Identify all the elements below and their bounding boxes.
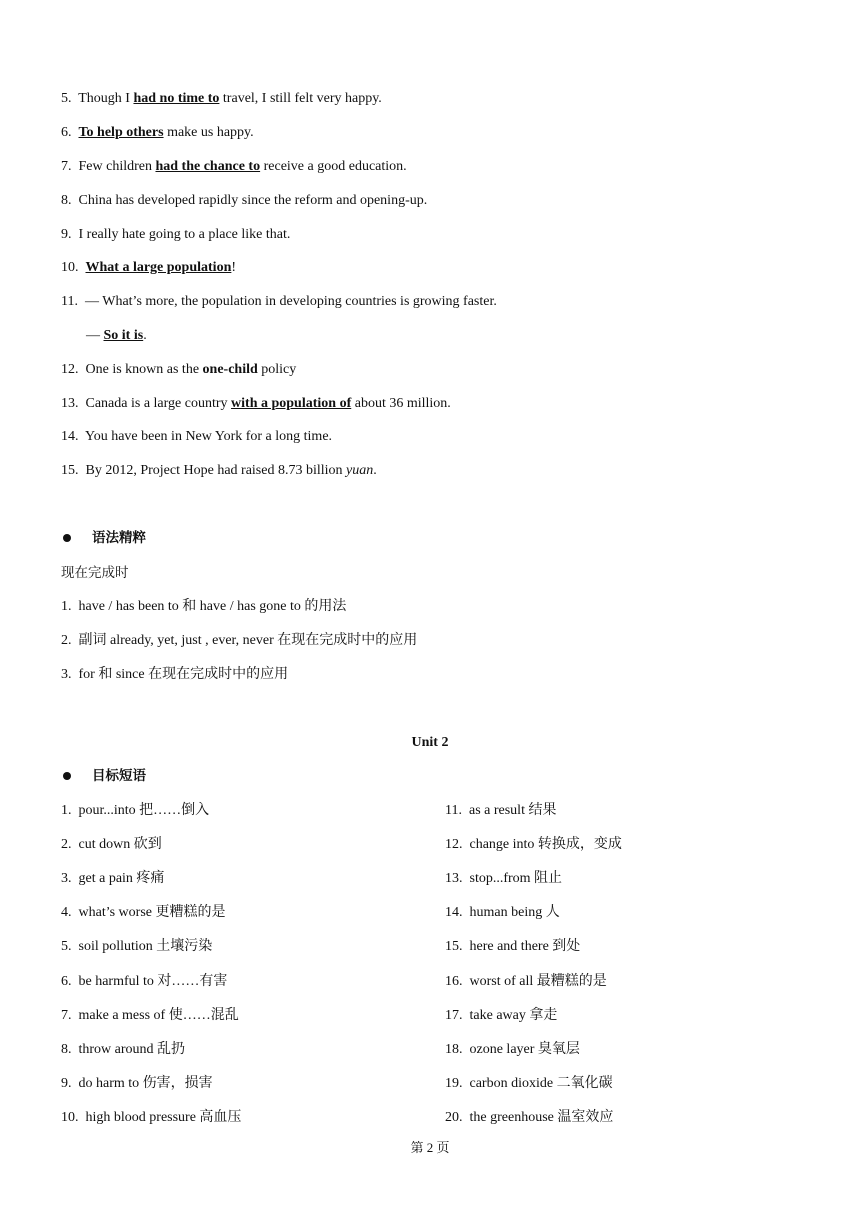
sentence-11-answer: — So it is. <box>86 328 147 343</box>
phrase-item: 19. carbon dioxide 二氧化碳 <box>445 1076 613 1091</box>
grammar-item: 3. for 和 since 在现在完成时中的应用 <box>61 667 289 682</box>
phrase-item: 17. take away 拿走 <box>445 1008 558 1023</box>
sentence-6: 6. To help others make us happy. <box>61 125 254 140</box>
unit-title: Unit 2 <box>411 735 449 750</box>
sentence-9: 9. I really hate going to a place like that. <box>61 227 291 242</box>
phrase-item: 6. be harmful to 对……有害 <box>61 974 228 989</box>
phrase-item: 9. do harm to 伤害，损害 <box>61 1076 213 1091</box>
phrase-item: 7. make a mess of 使……混乱 <box>61 1008 239 1023</box>
phrase-item: 5. soil pollution 土壤污染 <box>61 939 213 954</box>
phrase-item: 10. high blood pressure 高血压 <box>61 1110 242 1125</box>
phrase-item: 13. stop...from 阻止 <box>445 871 563 886</box>
phrase-item: 8. throw around 乱扔 <box>61 1042 186 1057</box>
page-number: 第 2 页 <box>410 1140 450 1155</box>
phrase-item: 20. the greenhouse 温室效应 <box>445 1110 614 1125</box>
sentence-15: 15. By 2012, Project Hope had raised 8.73 billion yuan. <box>61 463 377 478</box>
phrase-item: 4. what’s worse 更糟糕的是 <box>61 905 226 920</box>
sentence-10: 10. What a large population! <box>61 260 237 275</box>
sentence-8: 8. China has developed rapidly since the reform and opening-up. <box>61 193 428 208</box>
bullet-icon <box>63 772 71 780</box>
sentence-13: 13. Canada is a large country with a population of about 36 million. <box>61 396 451 411</box>
phrase-item: 11. as a result 结果 <box>445 803 557 818</box>
grammar-subtitle: 现在完成时 <box>61 565 129 581</box>
phrase-item: 14. human being 人 <box>445 905 560 920</box>
sentence-14: 14. You have been in New York for a long time. <box>61 429 333 444</box>
phrase-item: 2. cut down 砍到 <box>61 837 162 852</box>
phrase-item: 1. pour...into 把……倒入 <box>61 803 210 818</box>
sentence-12: 12. One is known as the one-child policy <box>61 362 297 377</box>
sentence-11-question: 11. — What’s more, the population in developing countries is growing faster. <box>61 294 497 309</box>
phrase-item: 18. ozone layer 臭氧层 <box>445 1042 580 1057</box>
sentence-5: 5. Though I had no time to travel, I still felt very happy. <box>61 91 382 106</box>
grammar-item: 2. 副词 already, yet, just , ever, never 在现在完成时中的应用 <box>61 633 418 648</box>
phrase-item: 12. change into 转换成，变成 <box>445 837 622 852</box>
grammar-item: 1. have / has been to 和 have / has gone to 的用法 <box>61 599 347 614</box>
sentence-7: 7. Few children had the chance to receive a good education. <box>61 159 407 174</box>
phrase-item: 16. worst of all 最糟糕的是 <box>445 974 607 989</box>
phrase-item: 15. here and there 到处 <box>445 939 581 954</box>
bullet-icon <box>63 534 71 542</box>
grammar-heading: 语法精粹 <box>92 530 146 546</box>
phrases-heading: 目标短语 <box>92 768 146 784</box>
phrase-item: 3. get a pain 疼痛 <box>61 871 165 886</box>
